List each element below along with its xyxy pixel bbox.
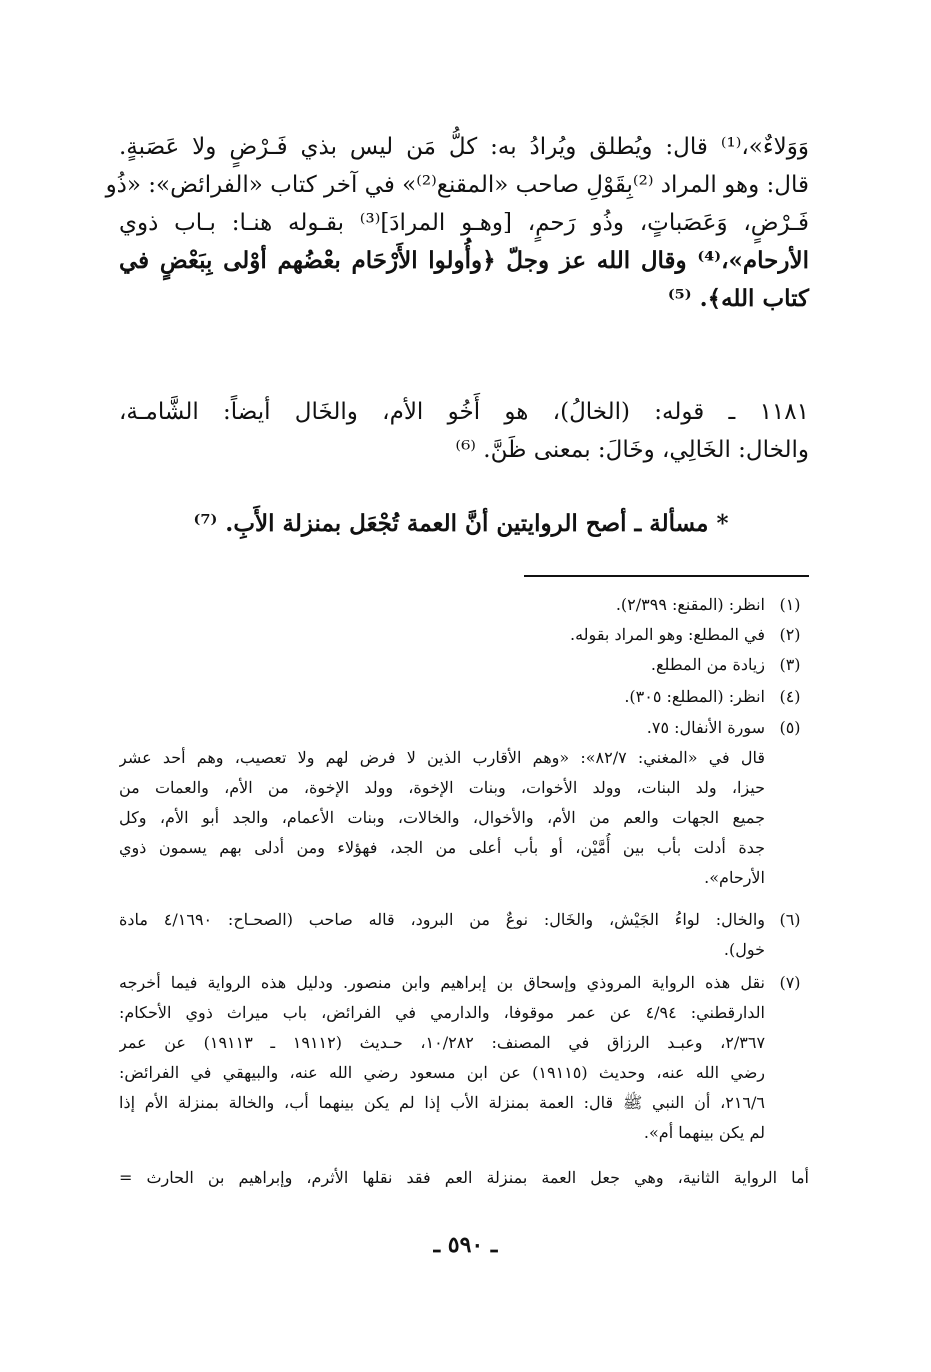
footnote-text: زيادة من المطلع. [650, 655, 765, 674]
masala-heading [191, 505, 731, 543]
footnote-7 [119, 968, 809, 1148]
page-number: ـ ٥٩٠ ـ [433, 1232, 498, 1258]
main-paragraph-1 [105, 128, 809, 318]
footnote-5 [119, 713, 809, 893]
footnote-2 [119, 620, 809, 650]
footnote-line: الأرحام». [704, 868, 765, 887]
footnote-text: في المطلع: وهو المراد بقوله. [570, 625, 765, 644]
main-paragraph-1181 [119, 393, 809, 469]
footnote-number: (٥) [779, 718, 801, 737]
text-line: كتاب الله﴾. ⁽⁵⁾ [667, 285, 809, 312]
footnote-number: (٤) [779, 687, 801, 706]
footnote-line: سورة الأنفال: ٧٥. [646, 718, 765, 737]
footnote-text: انظر: (المطلع: ٣٠٥). [624, 687, 765, 706]
footnote-text [119, 713, 765, 893]
footnote-text: انظر: (المقنع: ٢/٣٩٩). [615, 595, 765, 614]
text-line: قال: وهو المراد ⁽²⁾بِقَوْلِ صاحب «المقنع⁽²⁾» في آخر كتاب «الفرائض»: «ذُو [105, 172, 809, 198]
text-line: وَوَلاءٌ»،⁽¹⁾ قال: ويُطلق ويُرادُ به: كلُّ مَن ليس بذي فَـرْضٍ ولا عَصَبةٍ. [119, 134, 809, 160]
footnote-4 [119, 682, 809, 712]
footnote-number: (٢) [779, 625, 801, 644]
footnote-number: (٧) [779, 973, 801, 992]
text-line: فَـرْضٍ، وَعَصَباتٍ، وذُو رَحمٍ، [وهـو المرادَ]⁽³⁾ بقـوله هنـا: بـاب ذوي [119, 210, 809, 236]
footnote-text [119, 905, 765, 965]
footnote-number: (٣) [779, 655, 801, 674]
text-line: * مسألة ـ أصح الروايتين أنَّ العمة تُجْعَل بمنزلة الأَبِ. ⁽⁷⁾ [193, 510, 729, 537]
footnote-number: (١) [779, 595, 801, 614]
footnote-line: لم يكن بينهما أم». [643, 1123, 765, 1142]
footnote-1 [119, 590, 809, 620]
footnote-continuation [119, 1163, 809, 1193]
footnote-line: خول). [723, 940, 765, 959]
footnote-line: نقل هذه الرواية المروذي وإسحاق بن إبراهيم وابن منصور. ودليل هذه الرواية فيما أخرجه [119, 973, 765, 992]
footnote-line: جميع الجهات والعم من الأم، والأخوال، والخالات، وبنات الأعمام، والجد أبو الأم، وكل [119, 808, 765, 827]
footnote-text [119, 968, 765, 1148]
footnote-line: رضي الله عنه، وحديث (١٩١١٥) عن ابن مسعود رضي الله عنه، والبيهقي في الفرائض: [119, 1063, 765, 1082]
footnote-line: جدة أدلت بأب بين أُمَّيْن، أو بأب أعلى من الجد، فهؤلاء ومن أدلى بهم يسمون ذوي [119, 838, 765, 857]
footnote-text: أما الرواية الثانية، وهي جعل العمة بمنزلة العم فقد نقلها الأثرم، وإبراهيم بن الحارث = [119, 1168, 809, 1187]
footnote-3 [119, 650, 809, 680]
footnote-6 [119, 905, 809, 965]
footnote-divider [524, 575, 809, 577]
text-line: ١١٨١ ـ قوله: (الخالُ)، هو أَخُو الأم، والخَال أيضاً: الشَّامـة، [119, 399, 809, 425]
text-line: والخال: الخَالِي، وخَالَ: بمعنى ظَنَّ. ⁽⁶⁾ [455, 437, 809, 463]
footnote-line: الدارقطني: ٤/٩٤ عن عمر موقوفا، والدارمي في الفرائض، باب ميراث ذوي الأحكام: [119, 1003, 765, 1022]
footnote-line: حيزا، ولد البنات، وولد الأخوات، وبنات الإخوة، وولد الإخوة، من الأم، والعمات من [119, 778, 765, 797]
footnote-number: (٦) [779, 910, 801, 929]
text-line: الأرحام»،⁽⁴⁾ وقال الله عز وجلّ ﴿وأُولوا الأَرْحَام بعْضُهم أوْلى بِبَعْضٍ في [119, 247, 809, 274]
footnote-line: قال في «المغني: ٨٢/٧»: «وهم الأقارب الذين لا فرض لهم ولا تعصيب، وهم أحد عشر [119, 748, 765, 767]
footnote-line: والخال: لواءُ الجَيْش، والخَال: نوعٌ من البرود، قاله صاحب (الصحـاح: ٤/١٦٩٠ مادة [119, 910, 765, 929]
footnote-line: ٢/٣٦٧، وعبـد الرزاق في المصنف: ١٠/٢٨٢، حـديث (١٩١١٢ ـ ١٩١١٣) عن عمر [119, 1033, 765, 1052]
footnote-line: ٢١٦/٦، أن النبي ﷺ قال: العمة بمنزلة الأب إذا لم يكن بينهما أب، والخالة بمنزلة الأم إذا [119, 1093, 765, 1112]
